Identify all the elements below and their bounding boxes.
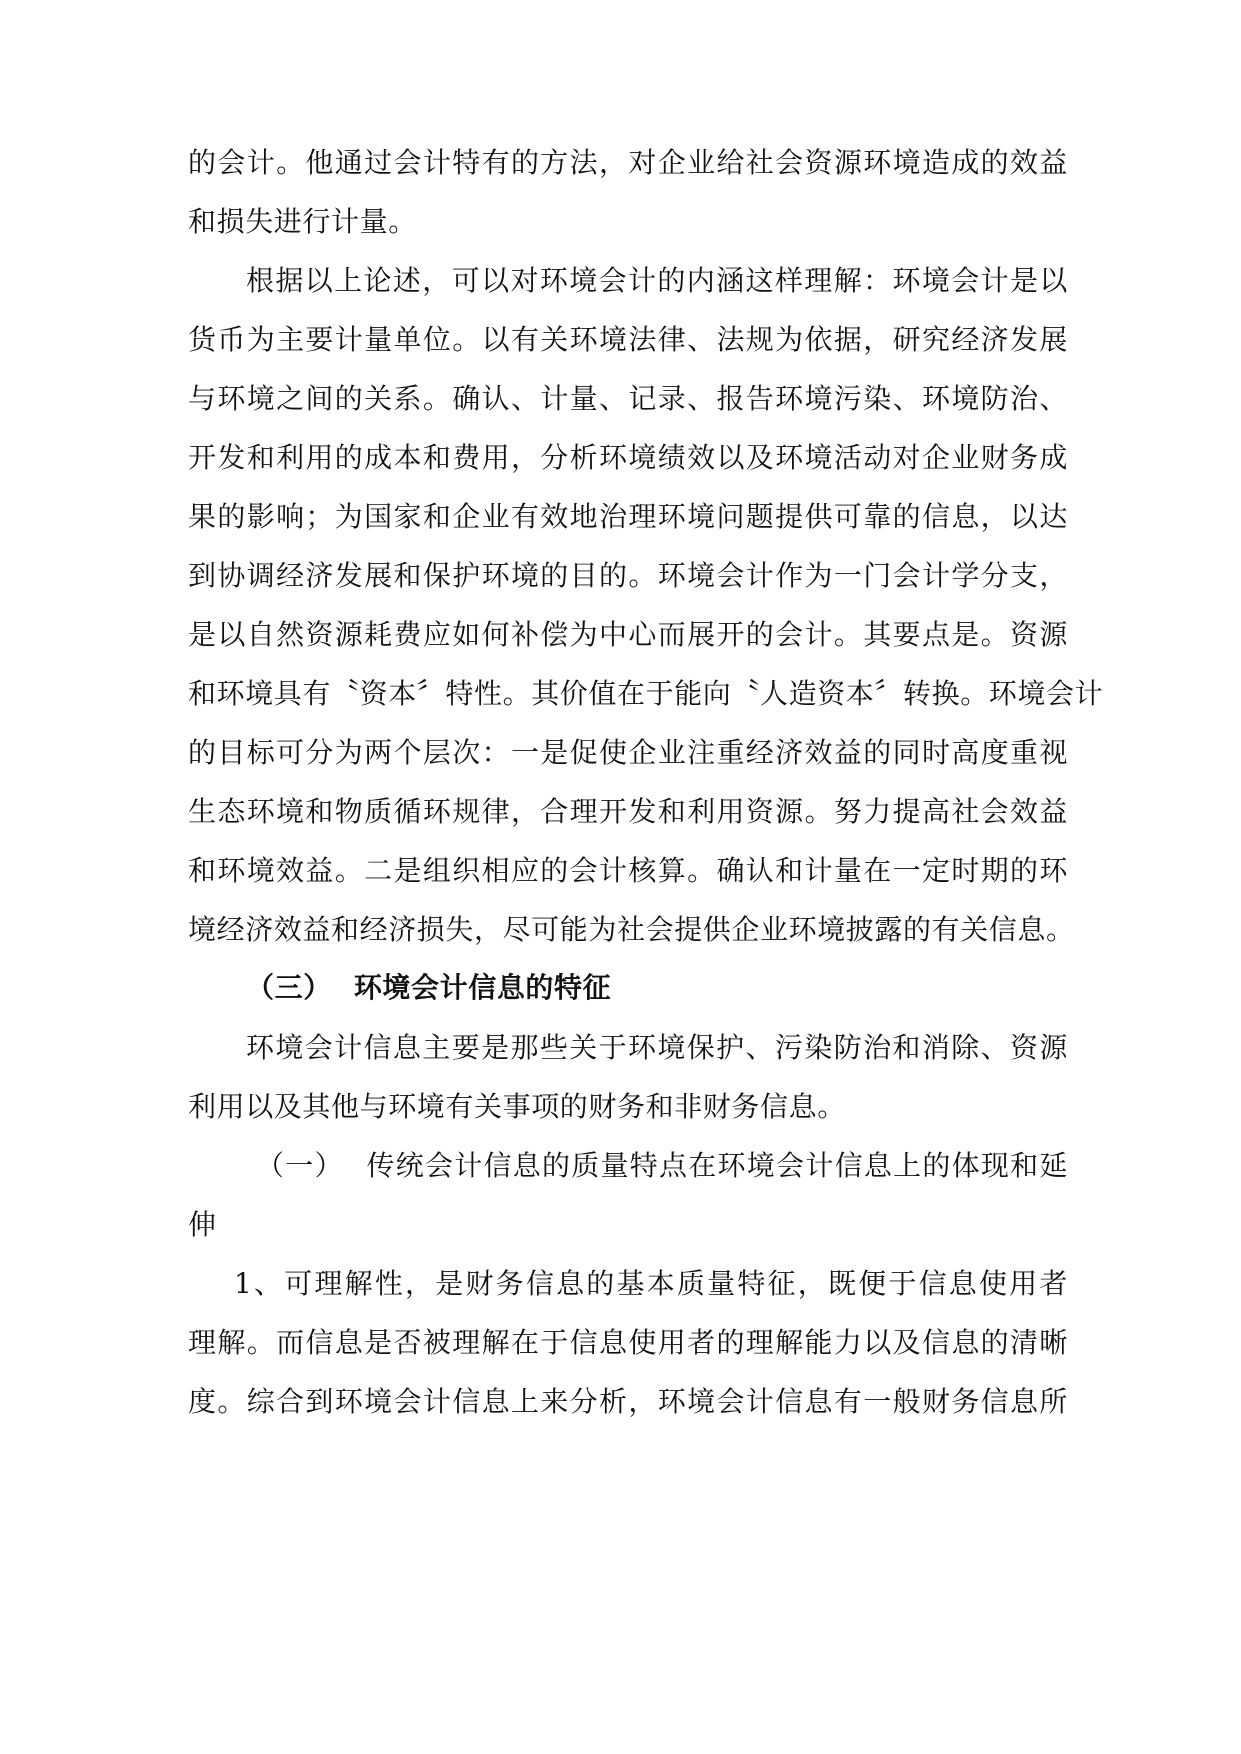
paragraph-line: 生态环境和物质循环规律，合理开发和利用资源。努力提高社会效益 [188, 795, 1068, 828]
paragraph-line: 和损失进行计量。 [188, 205, 417, 238]
subsection-heading-continuation: 伸 [188, 1208, 217, 1241]
paragraph-line: 的目标可分为两个层次：一是促使企业注重经济效益的同时高度重视 [188, 736, 1068, 769]
paragraph-line: 和环境具有〝资本〞特性。其价值在于能向〝人造资本〞转换。环境会计 [188, 677, 1104, 710]
subsection-heading [256, 1146, 1068, 1186]
section-heading-number: （三） [246, 971, 332, 1004]
subsection-heading-title: 传统会计信息的质量特点在环境会计信息上的体现和延 [365, 1149, 1068, 1182]
item-1-line: 理解。而信息是否被理解在于信息使用者的理解能力以及信息的清晰 [188, 1326, 1068, 1359]
paragraph-line: 利用以及其他与环境有关事项的财务和非财务信息。 [188, 1090, 846, 1123]
paragraph-line: 和环境效益。二是组织相应的会计核算。确认和计量在一定时期的环 [188, 854, 1068, 887]
paragraph-line: 环境会计信息主要是那些关于环境保护、污染防治和消除、资源 [246, 1031, 1068, 1064]
item-1-line: 度。综合到环境会计信息上来分析，环境会计信息有一般财务信息所 [188, 1385, 1068, 1418]
item-1-line: 1、可理解性，是财务信息的基本质量特征，既便于信息使用者 [234, 1267, 1068, 1300]
paragraph-line: 货币为主要计量单位。以有关环境法律、法规为依据，研究经济发展 [188, 323, 1068, 356]
section-heading [246, 968, 611, 1008]
paragraph-line: 的会计。他通过会计特有的方法，对企业给社会资源环境造成的效益 [188, 146, 1068, 179]
paragraph-line: 境经济效益和经济损失，尽可能为社会提供企业环境披露的有关信息。 [188, 913, 1075, 946]
subsection-heading-number: （一） [256, 1149, 344, 1182]
section-heading-title: 环境会计信息的特征 [353, 971, 612, 1004]
paragraph-line: 开发和利用的成本和费用，分析环境绩效以及环境活动对企业财务成 [188, 441, 1068, 474]
paragraph-line: 是以自然资源耗费应如何补偿为中心而展开的会计。其要点是。资源 [188, 618, 1068, 651]
paragraph-line: 与环境之间的关系。确认、计量、记录、报告环境污染、环境防治、 [188, 382, 1068, 415]
paragraph-line: 果的影响；为国家和企业有效地治理环境问题提供可靠的信息，以达 [188, 500, 1068, 533]
paragraph-line: 根据以上论述，可以对环境会计的内涵这样理解：环境会计是以 [246, 264, 1068, 297]
paragraph-line: 到协调经济发展和保护环境的目的。环境会计作为一门会计学分支， [188, 559, 1068, 592]
